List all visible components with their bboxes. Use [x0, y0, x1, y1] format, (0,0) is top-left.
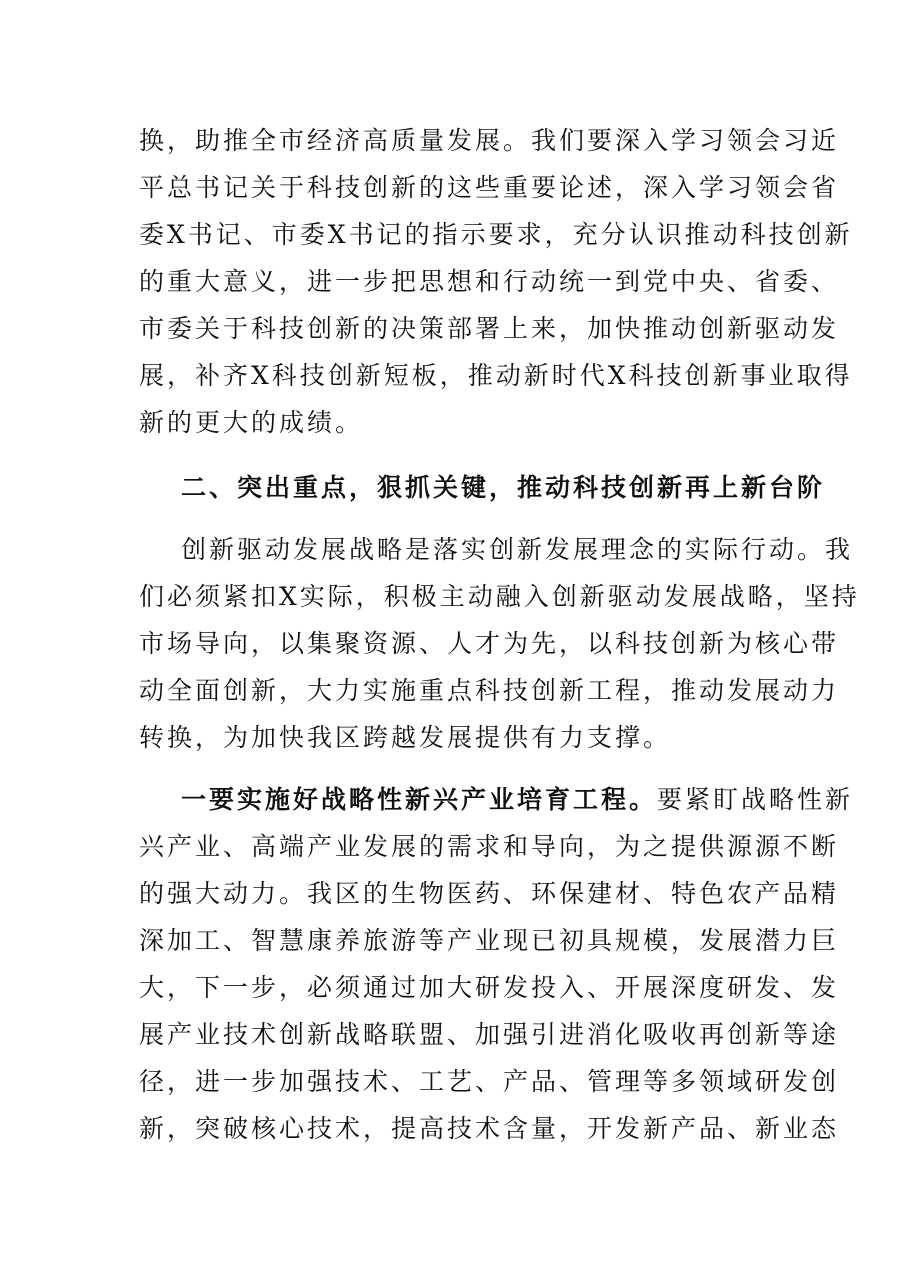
- bold-lead: 一要实施好战略性新兴产业培育工程。: [181, 785, 658, 814]
- text-line: [139, 776, 854, 823]
- text-line: 们必须紧扣X实际，积极主动融入创新驱动发展战略，坚持: [139, 582, 860, 611]
- text-line: 平总书记关于科技创新的这些重要论述，深入学习领会省: [139, 173, 840, 202]
- text-line: 展产业技术创新战略联盟、加强引进消化吸收再创新等途: [139, 1020, 840, 1049]
- paragraph-1: [139, 117, 853, 446]
- paragraph-2: [139, 526, 860, 761]
- text-line: 创新驱动发展战略是落实创新发展理念的实际行动。我: [181, 535, 854, 564]
- paragraph-3: [139, 776, 854, 1152]
- text-line: 市场导向，以集聚资源、人才为先，以科技创新为核心带: [139, 629, 840, 658]
- section-heading: [139, 464, 826, 511]
- text-line: 动全面创新，大力实施重点科技创新工程，推动发展动力: [139, 676, 840, 705]
- text-line: 大，下一步，必须通过加大研发投入、开展深度研发、发: [139, 973, 840, 1002]
- text-line: 委X书记、市委X书记的指示要求，充分认识推动科技创新: [139, 220, 853, 249]
- text-line: 展，补齐X科技创新短板，推动新时代X科技创新事业取得: [139, 361, 853, 390]
- text-line: 兴产业、高端产业发展的需求和导向，为之提供源源不断: [139, 832, 840, 861]
- text-line: 径，进一步加强技术、工艺、产品、管理等多领域研发创: [139, 1067, 840, 1096]
- text-line: 的强大动力。我区的生物医药、环保建材、特色农产品精: [139, 879, 840, 908]
- text-line: 新的更大的成绩。: [139, 408, 364, 437]
- heading-text: 二、突出重点，狠抓关键，推动科技创新再上新台阶: [181, 473, 826, 502]
- text-line: 新，突破核心技术，提高技术含量，开发新产品、新业态: [139, 1114, 840, 1143]
- text-line: 深加工、智慧康养旅游等产业现已初具规模，发展潜力巨: [139, 926, 840, 955]
- text-line: 转换，为加快我区跨越发展提供有力支撑。: [139, 723, 672, 752]
- lead-rest: 要紧盯战略性新: [657, 785, 854, 814]
- text-line: 市委关于科技创新的决策部署上来，加快推动创新驱动发: [139, 314, 840, 343]
- text-line: 换，助推全市经济高质量发展。我们要深入学习领会习近: [139, 126, 840, 155]
- text-line: 的重大意义，进一步把思想和行动统一到党中央、省委、: [139, 267, 840, 296]
